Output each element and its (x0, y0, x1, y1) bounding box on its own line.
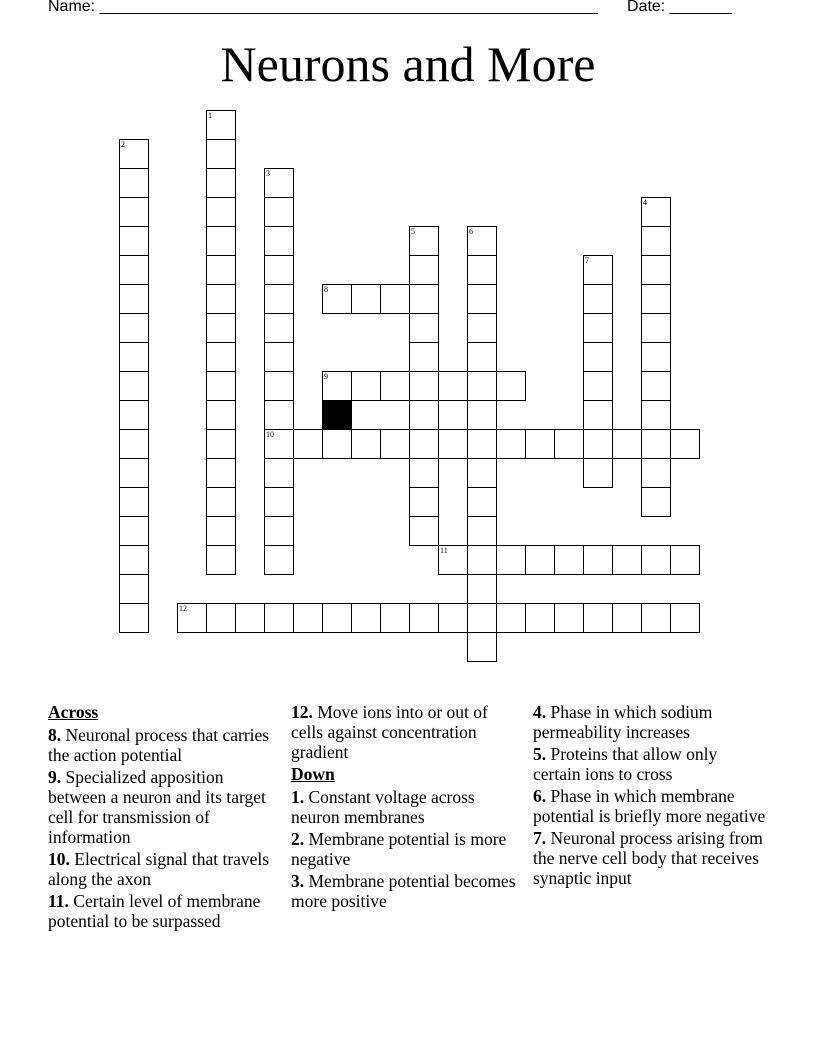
grid-cell[interactable] (264, 226, 294, 256)
grid-cell[interactable] (380, 429, 410, 459)
grid-cell[interactable] (351, 371, 381, 401)
grid-cell[interactable] (206, 458, 236, 488)
grid-cell[interactable] (264, 400, 294, 430)
grid-cell[interactable] (264, 168, 294, 198)
grid-cell[interactable] (380, 371, 410, 401)
grid-cell[interactable] (496, 371, 526, 401)
grid-cell[interactable] (119, 400, 149, 430)
grid-cell[interactable] (119, 168, 149, 198)
grid-cell[interactable] (264, 284, 294, 314)
grid-cell[interactable] (351, 284, 381, 314)
clue-item (48, 767, 284, 847)
grid-cell[interactable] (206, 197, 236, 227)
grid-cell[interactable] (467, 400, 497, 430)
grid-cell[interactable] (641, 197, 671, 227)
grid-cell[interactable] (119, 255, 149, 285)
clue-number: 8. (48, 725, 62, 745)
grid-cell[interactable] (119, 516, 149, 546)
grid-cell[interactable] (583, 429, 613, 459)
grid-cell[interactable] (409, 400, 439, 430)
grid-cell[interactable] (496, 603, 526, 633)
grid-cell[interactable] (119, 197, 149, 227)
grid-cell[interactable] (409, 429, 439, 459)
grid-cell[interactable] (264, 458, 294, 488)
grid-cell[interactable] (409, 458, 439, 488)
across-heading: Across (48, 702, 99, 722)
grid-cell[interactable] (409, 516, 439, 546)
clue-number: 2. (291, 829, 305, 849)
grid-cell[interactable] (206, 400, 236, 430)
page-title: Neurons and More (220, 36, 596, 92)
clue-text: Phase in which membrane potential is briefly more negative (533, 786, 766, 826)
clue-number: 9. (48, 767, 62, 787)
grid-cell[interactable] (467, 458, 497, 488)
grid-cell[interactable] (293, 603, 323, 633)
grid-cell[interactable] (438, 603, 468, 633)
grid-cell[interactable] (264, 545, 294, 575)
date-field: Date: _______ (627, 0, 732, 15)
grid-cell[interactable] (438, 371, 468, 401)
clue-text: Certain level of membrane potential to be surpassed (48, 891, 261, 931)
grid-cell[interactable] (264, 487, 294, 517)
grid-cell[interactable] (612, 603, 642, 633)
grid-cell[interactable] (409, 603, 439, 633)
grid-cell[interactable] (206, 371, 236, 401)
grid-cell[interactable] (525, 603, 555, 633)
clue-number: 9 (324, 372, 328, 381)
grid-cell[interactable] (467, 313, 497, 343)
grid-cell[interactable] (467, 284, 497, 314)
grid-cell[interactable] (409, 487, 439, 517)
grid-cell[interactable] (264, 313, 294, 343)
grid-cell[interactable] (467, 255, 497, 285)
black-cell (322, 400, 352, 430)
grid-cell[interactable] (467, 487, 497, 517)
grid-cell[interactable] (409, 226, 439, 256)
grid-cell[interactable] (264, 371, 294, 401)
clue-number: 10 (266, 430, 274, 439)
clue-number: 6 (469, 227, 473, 236)
grid-cell[interactable] (264, 603, 294, 633)
clue-number: 11. (48, 891, 69, 911)
grid-cell[interactable] (206, 139, 236, 169)
grid-cell[interactable] (525, 545, 555, 575)
grid-cell[interactable] (467, 342, 497, 372)
clue-number: 11 (440, 546, 448, 555)
grid-cell[interactable] (119, 371, 149, 401)
grid-cell[interactable] (264, 197, 294, 227)
clue-text: Neuronal process arising from the nerve cell body that receives synaptic input (533, 828, 763, 888)
clue-text: Electrical signal that travels along the axon (48, 849, 270, 889)
grid-cell[interactable] (438, 429, 468, 459)
clue-text: Move ions into or out of cells against concentration gradient (291, 702, 488, 762)
grid-cell[interactable] (206, 110, 236, 140)
grid-cell[interactable] (641, 545, 671, 575)
grid-cell[interactable] (119, 574, 149, 604)
grid-cell[interactable] (119, 429, 149, 459)
grid-cell[interactable] (119, 603, 149, 633)
grid-cell[interactable] (583, 400, 613, 430)
grid-cell[interactable] (525, 429, 555, 459)
grid-cell[interactable] (119, 545, 149, 575)
clue-number: 7. (533, 828, 547, 848)
clue-item (533, 828, 769, 888)
grid-cell[interactable] (322, 284, 352, 314)
grid-cell[interactable] (206, 516, 236, 546)
grid-cell[interactable] (583, 255, 613, 285)
grid-cell[interactable] (322, 429, 352, 459)
grid-cell[interactable] (264, 516, 294, 546)
grid-cell[interactable] (467, 603, 497, 633)
grid-cell[interactable] (293, 429, 323, 459)
grid-cell[interactable] (206, 429, 236, 459)
grid-cell[interactable] (119, 313, 149, 343)
grid-cell[interactable] (612, 545, 642, 575)
grid-cell[interactable] (409, 284, 439, 314)
across-clue-list-continued (291, 702, 523, 762)
across-clue-list (48, 725, 284, 931)
grid-cell[interactable] (206, 545, 236, 575)
clue-number: 4 (643, 198, 647, 207)
grid-cell[interactable] (409, 255, 439, 285)
clues-column-1 (48, 702, 284, 933)
clue-text: Neuronal process that carries the action potential (48, 725, 270, 765)
clue-number: 12. (291, 702, 313, 722)
clue-number: 10. (48, 849, 70, 869)
grid-cell[interactable] (119, 487, 149, 517)
grid-cell[interactable] (264, 342, 294, 372)
grid-cell[interactable] (641, 429, 671, 459)
grid-cell[interactable] (409, 313, 439, 343)
grid-cell[interactable] (206, 603, 236, 633)
grid-cell[interactable] (554, 429, 584, 459)
grid-cell[interactable] (467, 545, 497, 575)
clue-number: 1 (208, 111, 212, 120)
clue-number: 4. (533, 702, 547, 722)
clue-number: 8 (324, 285, 328, 294)
grid-cell[interactable] (206, 168, 236, 198)
grid-cell[interactable] (380, 603, 410, 633)
clue-text: Membrane potential is more negative (291, 829, 507, 869)
grid-cell[interactable] (206, 313, 236, 343)
down-clue-list (291, 787, 523, 911)
grid-cell[interactable] (583, 603, 613, 633)
clue-number: 3. (291, 871, 305, 891)
grid-cell[interactable] (467, 574, 497, 604)
grid-cell[interactable] (206, 284, 236, 314)
grid-cell[interactable] (641, 603, 671, 633)
grid-cell[interactable] (583, 342, 613, 372)
grid-cell[interactable] (206, 342, 236, 372)
clues-column-2 (291, 702, 523, 913)
grid-cell[interactable] (467, 226, 497, 256)
grid-cell[interactable] (670, 429, 700, 459)
grid-cell[interactable] (351, 603, 381, 633)
clues-column-3 (533, 702, 769, 890)
grid-cell[interactable] (206, 255, 236, 285)
grid-cell[interactable] (641, 226, 671, 256)
grid-cell[interactable] (264, 429, 294, 459)
grid-cell[interactable] (467, 516, 497, 546)
clue-number: 7 (585, 256, 589, 265)
grid-cell[interactable] (496, 429, 526, 459)
clue-item (533, 786, 769, 826)
clue-number: 5. (533, 744, 547, 764)
clue-text: Proteins that allow only certain ions to cross (533, 744, 718, 784)
clue-text: Constant voltage across neuron membranes (291, 787, 475, 827)
grid-cell[interactable] (641, 284, 671, 314)
grid-cell[interactable] (583, 313, 613, 343)
grid-cell[interactable] (119, 458, 149, 488)
clue-item (533, 744, 769, 784)
clue-item (291, 829, 523, 869)
down-heading: Down (291, 764, 335, 784)
clue-item (48, 725, 284, 765)
grid-cell[interactable] (641, 255, 671, 285)
grid-cell[interactable] (322, 603, 352, 633)
grid-cell[interactable] (235, 603, 265, 633)
clue-item (291, 787, 523, 827)
grid-cell[interactable] (264, 255, 294, 285)
grid-cell[interactable] (409, 371, 439, 401)
grid-cell[interactable] (583, 284, 613, 314)
grid-cell[interactable] (641, 342, 671, 372)
clue-text: Specialized apposition between a neuron and its target cell for transmission of information (48, 767, 266, 847)
grid-cell[interactable] (467, 632, 497, 662)
clue-item (291, 871, 523, 911)
grid-cell[interactable] (670, 545, 700, 575)
grid-cell[interactable] (119, 226, 149, 256)
down-clue-list-continued (533, 702, 769, 888)
grid-cell[interactable] (380, 284, 410, 314)
grid-cell[interactable] (351, 429, 381, 459)
grid-cell[interactable] (206, 226, 236, 256)
grid-cell[interactable] (612, 429, 642, 459)
clue-item (533, 702, 769, 742)
grid-cell[interactable] (467, 429, 497, 459)
grid-cell[interactable] (583, 458, 613, 488)
grid-cell[interactable] (641, 400, 671, 430)
grid-cell[interactable] (670, 603, 700, 633)
clue-number: 5 (411, 227, 415, 236)
grid-cell[interactable] (119, 284, 149, 314)
clue-number: 12 (179, 604, 187, 613)
grid-cell[interactable] (583, 545, 613, 575)
clue-item (48, 849, 284, 889)
grid-cell[interactable] (641, 371, 671, 401)
name-field: Name: ________________________________________________________ (48, 0, 598, 15)
grid-cell[interactable] (409, 342, 439, 372)
grid-cell[interactable] (641, 487, 671, 517)
grid-cell[interactable] (322, 371, 352, 401)
clue-number: 2 (121, 140, 125, 149)
grid-cell[interactable] (554, 545, 584, 575)
clue-number: 1. (291, 787, 305, 807)
grid-cell[interactable] (438, 545, 468, 575)
clue-item (291, 702, 523, 762)
clue-item (48, 891, 284, 931)
grid-cell[interactable] (177, 603, 207, 633)
grid-cell[interactable] (119, 139, 149, 169)
clue-text: Membrane potential becomes more positive (291, 871, 516, 911)
clue-number: 6. (533, 786, 547, 806)
grid-cell[interactable] (496, 545, 526, 575)
grid-cell[interactable] (119, 342, 149, 372)
grid-cell[interactable] (206, 487, 236, 517)
clue-text: Phase in which sodium permeability increases (533, 702, 713, 742)
grid-cell[interactable] (583, 371, 613, 401)
grid-cell[interactable] (467, 371, 497, 401)
grid-cell[interactable] (554, 603, 584, 633)
grid-cell[interactable] (641, 458, 671, 488)
clue-number: 3 (266, 169, 270, 178)
grid-cell[interactable] (641, 313, 671, 343)
